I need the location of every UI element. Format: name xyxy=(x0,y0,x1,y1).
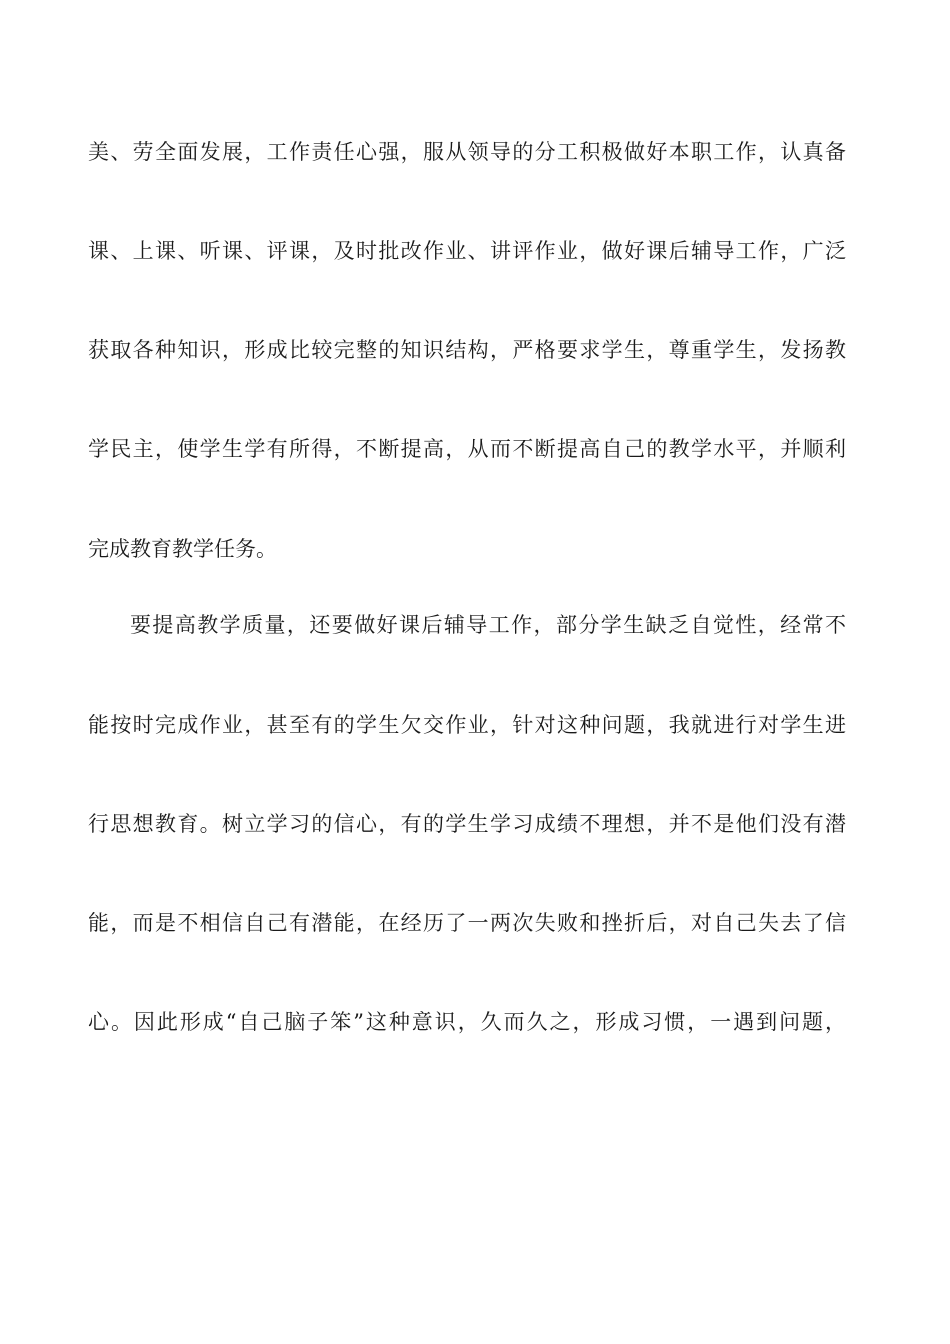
paragraph-line-2: 课、上课、听课、评课，及时批改作业、讲评作业，做好课后辅导工作，广泛 xyxy=(88,239,846,263)
paragraph-line-10: 心。因此形成“自己脑子笨”这种意识，久而久之，形成习惯，一遇到问题， xyxy=(88,1010,846,1034)
paragraph-line-7: 能按时完成作业，甚至有的学生欠交作业，针对这种问题，我就进行对学生进 xyxy=(88,713,846,737)
paragraph-line-8: 行思想教育。树立学习的信心，有的学生学习成绩不理想，并不是他们没有潜 xyxy=(88,812,846,836)
paragraph-line-3: 获取各种知识，形成比较完整的知识结构，严格要求学生，尊重学生，发扬教 xyxy=(88,338,846,362)
paragraph-line-9: 能，而是不相信自己有潜能，在经历了一两次失败和挫折后，对自己失去了信 xyxy=(88,911,846,935)
paragraph-line-1: 美、劳全面发展，工作责任心强，服从领导的分工积极做好本职工作，认真备 xyxy=(88,140,846,164)
paragraph-line-5: 完成教育教学任务。 xyxy=(88,537,277,561)
paragraph-line-6: 要提高教学质量，还要做好课后辅导工作，部分学生缺乏自觉性，经常不 xyxy=(130,613,846,637)
paragraph-line-4: 学民主，使学生学有所得，不断提高，从而不断提高自己的教学水平，并顺利 xyxy=(88,437,846,461)
